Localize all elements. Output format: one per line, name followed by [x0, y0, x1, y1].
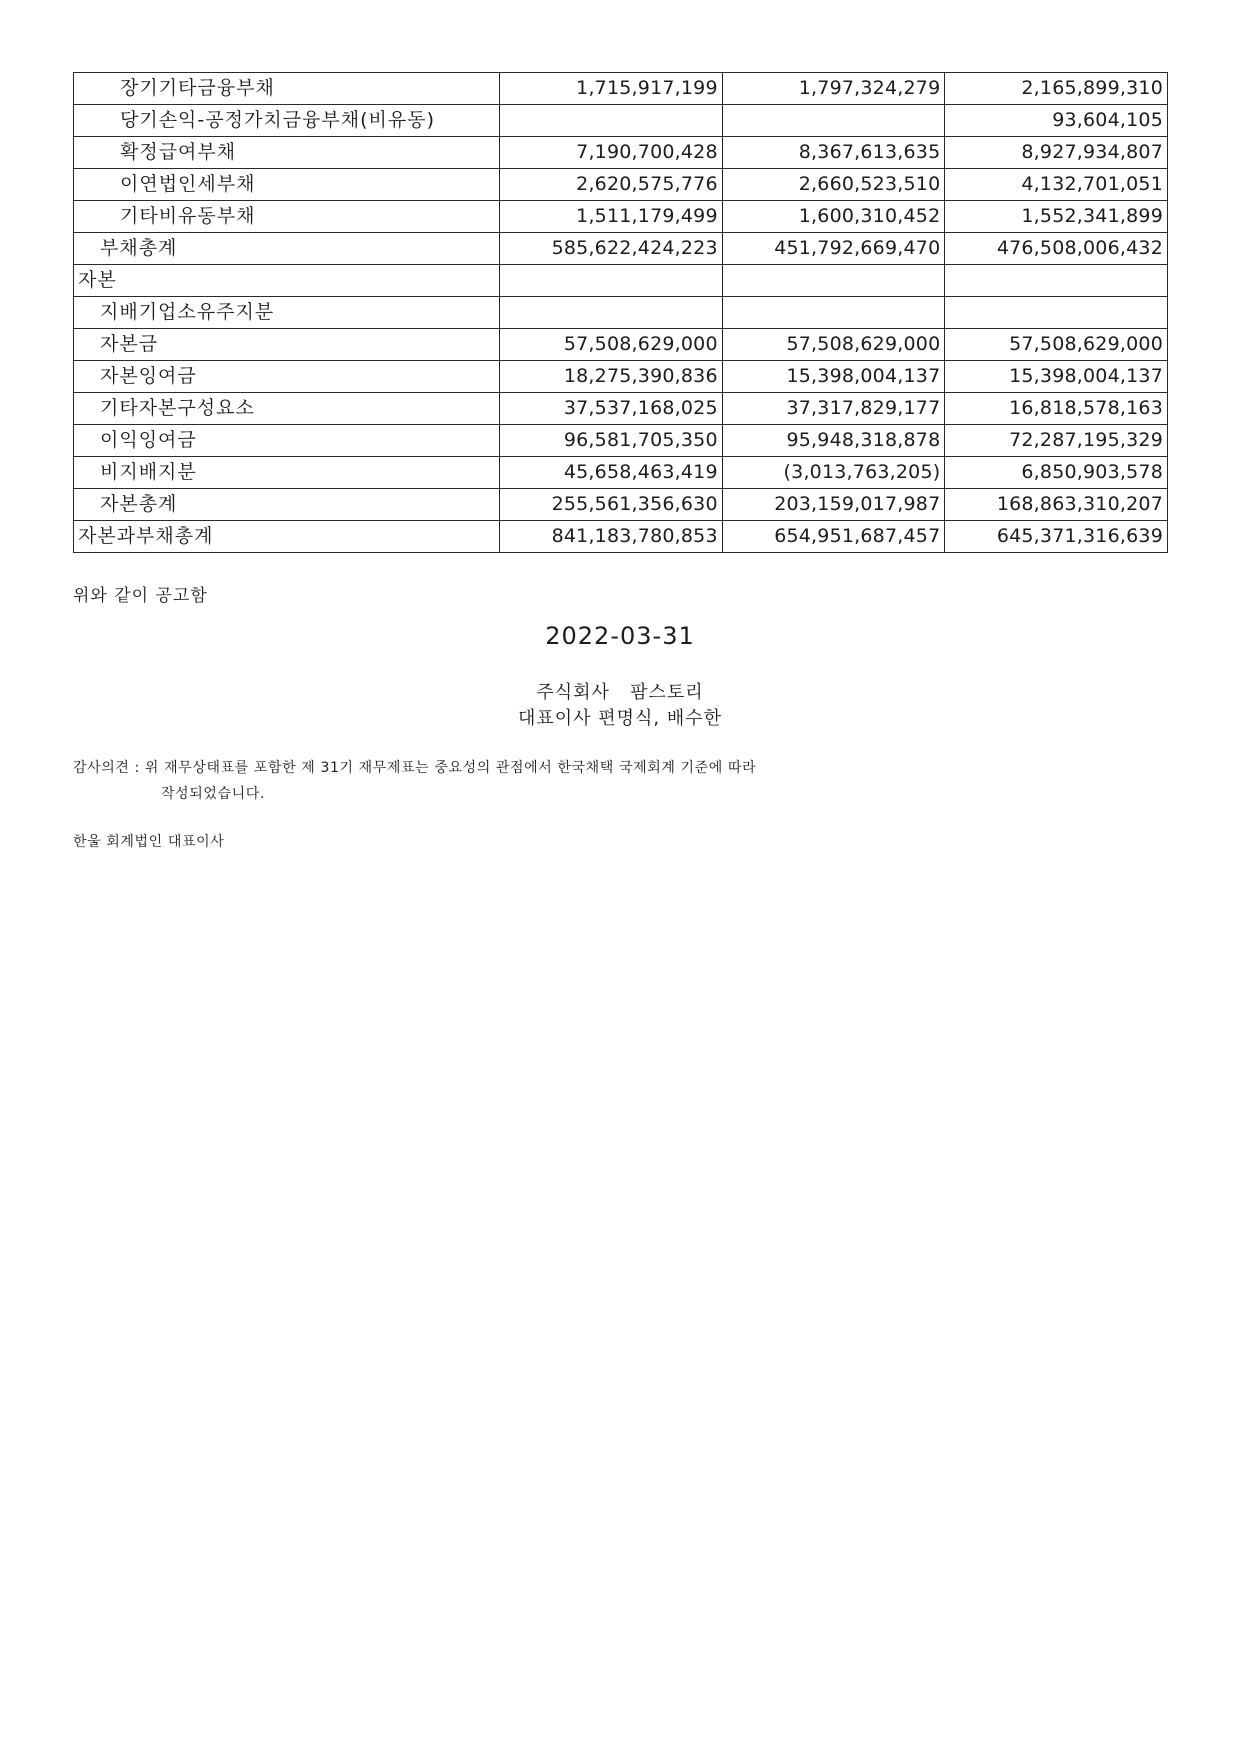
value-cell-period-1 [500, 105, 723, 137]
value-cell-period-3: 645,371,316,639 [945, 521, 1168, 553]
value-cell-period-3: 168,863,310,207 [945, 489, 1168, 521]
table-row [74, 425, 1168, 457]
row-label: 자본잉여금 [74, 361, 500, 393]
table-row [74, 521, 1168, 553]
table-row [74, 489, 1168, 521]
value-cell-period-1: 45,658,463,419 [500, 457, 723, 489]
value-cell-period-1: 841,183,780,853 [500, 521, 723, 553]
row-label: 부채총계 [74, 233, 500, 265]
row-label: 자본 [74, 265, 500, 297]
row-label: 비지배지분 [74, 457, 500, 489]
table-row [74, 457, 1168, 489]
row-label: 자본과부채총계 [74, 521, 500, 553]
table-row [74, 393, 1168, 425]
value-cell-period-3: 476,508,006,432 [945, 233, 1168, 265]
table-row [74, 297, 1168, 329]
table-row [74, 233, 1168, 265]
value-cell-period-2: 15,398,004,137 [722, 361, 945, 393]
notice-date: 2022-03-31 [545, 622, 695, 650]
value-cell-period-1: 7,190,700,428 [500, 137, 723, 169]
value-cell-period-1: 18,275,390,836 [500, 361, 723, 393]
table-row [74, 137, 1168, 169]
table-row [74, 105, 1168, 137]
row-label: 이익잉여금 [74, 425, 500, 457]
row-label: 확정급여부채 [74, 137, 500, 169]
audit-firm: 한울 회계법인 대표이사 [73, 834, 225, 850]
table-row [74, 201, 1168, 233]
table-row [74, 265, 1168, 297]
value-cell-period-1: 37,537,168,025 [500, 393, 723, 425]
value-cell-period-1 [500, 297, 723, 329]
company-block [0, 680, 1240, 732]
row-label: 자본금 [74, 329, 500, 361]
value-cell-period-2: (3,013,763,205) [722, 457, 945, 489]
balance-sheet-table [73, 72, 1168, 553]
table-row [74, 361, 1168, 393]
value-cell-period-1: 1,511,179,499 [500, 201, 723, 233]
value-cell-period-2: 1,600,310,452 [722, 201, 945, 233]
value-cell-period-3: 1,552,341,899 [945, 201, 1168, 233]
value-cell-period-2: 95,948,318,878 [722, 425, 945, 457]
company-name: 주식회사 팜스토리 [536, 682, 704, 703]
value-cell-period-1: 96,581,705,350 [500, 425, 723, 457]
row-label: 기타자본구성요소 [74, 393, 500, 425]
row-label: 이연법인세부채 [74, 169, 500, 201]
value-cell-period-3: 8,927,934,807 [945, 137, 1168, 169]
value-cell-period-3: 16,818,578,163 [945, 393, 1168, 425]
table-row [74, 169, 1168, 201]
audit-opinion [73, 755, 756, 807]
company-ceo: 대표이사 편명식, 배수한 [517, 708, 723, 729]
value-cell-period-2: 203,159,017,987 [722, 489, 945, 521]
row-label: 지배기업소유주지분 [74, 297, 500, 329]
value-cell-period-1: 585,622,424,223 [500, 233, 723, 265]
value-cell-period-2: 2,660,523,510 [722, 169, 945, 201]
value-cell-period-3: 4,132,701,051 [945, 169, 1168, 201]
value-cell-period-3: 6,850,903,578 [945, 457, 1168, 489]
row-label: 기타비유동부채 [74, 201, 500, 233]
table-row [74, 73, 1168, 105]
value-cell-period-2: 8,367,613,635 [722, 137, 945, 169]
row-label: 장기기타금융부채 [74, 73, 500, 105]
value-cell-period-3: 2,165,899,310 [945, 73, 1168, 105]
value-cell-period-1: 2,620,575,776 [500, 169, 723, 201]
audit-opinion-line-1: 감사의견 : 위 재무상태표를 포함한 제 31기 재무제표는 중요성의 관점에서 한국채택 국제회계 기준에 따라 [73, 760, 757, 776]
value-cell-period-3: 93,604,105 [945, 105, 1168, 137]
table-row [74, 329, 1168, 361]
value-cell-period-3: 57,508,629,000 [945, 329, 1168, 361]
value-cell-period-2: 451,792,669,470 [722, 233, 945, 265]
value-cell-period-1: 255,561,356,630 [500, 489, 723, 521]
value-cell-period-1: 57,508,629,000 [500, 329, 723, 361]
value-cell-period-3 [945, 297, 1168, 329]
value-cell-period-2: 654,951,687,457 [722, 521, 945, 553]
value-cell-period-3 [945, 265, 1168, 297]
row-label: 자본총계 [74, 489, 500, 521]
public-notice-text: 위와 같이 공고함 [73, 586, 208, 606]
value-cell-period-2 [722, 297, 945, 329]
value-cell-period-3: 72,287,195,329 [945, 425, 1168, 457]
value-cell-period-2: 1,797,324,279 [722, 73, 945, 105]
value-cell-period-1: 1,715,917,199 [500, 73, 723, 105]
value-cell-period-2 [722, 105, 945, 137]
value-cell-period-2: 57,508,629,000 [722, 329, 945, 361]
audit-opinion-line-2: 작성되었습니다. [161, 786, 265, 802]
value-cell-period-1 [500, 265, 723, 297]
row-label: 당기손익-공정가치금융부채(비유동) [74, 105, 500, 137]
value-cell-period-2 [722, 265, 945, 297]
value-cell-period-3: 15,398,004,137 [945, 361, 1168, 393]
value-cell-period-2: 37,317,829,177 [722, 393, 945, 425]
